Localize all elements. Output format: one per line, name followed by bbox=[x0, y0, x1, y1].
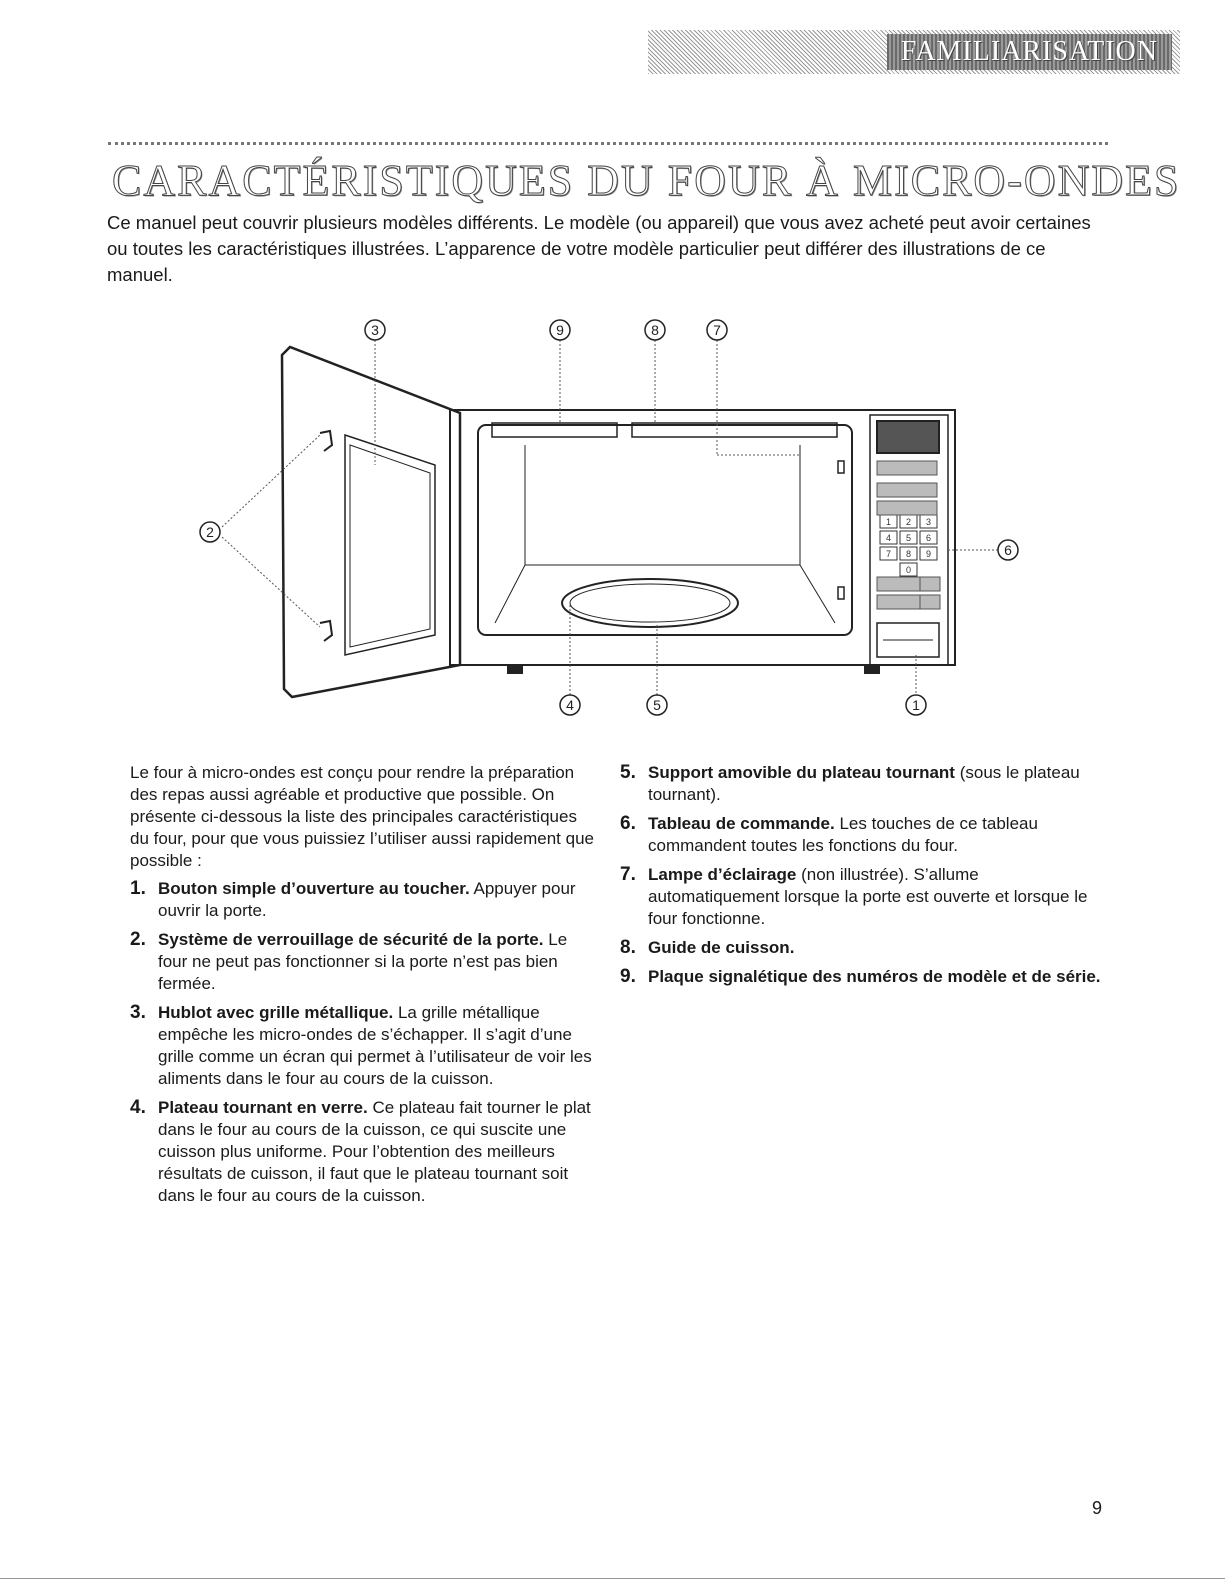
svg-text:7: 7 bbox=[713, 322, 721, 338]
title-rule bbox=[108, 142, 1108, 149]
keypad-key-label: 7 bbox=[885, 549, 892, 559]
svg-text:1: 1 bbox=[912, 697, 920, 713]
page-number: 9 bbox=[1092, 1498, 1103, 1518]
item-title: Support amovible du plateau tournant bbox=[648, 763, 955, 782]
item-title: Plateau tournant en verre. bbox=[158, 1098, 368, 1117]
item-text: (sous le plateau tournant). bbox=[648, 763, 1080, 804]
item-title: Guide de cuisson. bbox=[648, 938, 795, 957]
item-title: Hublot avec grille métallique. bbox=[158, 1003, 394, 1022]
svg-text:2: 2 bbox=[206, 524, 214, 540]
svg-text:9: 9 bbox=[556, 322, 564, 338]
svg-text:8: 8 bbox=[651, 322, 659, 338]
bottom-rule bbox=[0, 1578, 1225, 1579]
function-key-block bbox=[920, 595, 940, 609]
function-key-block bbox=[877, 461, 937, 475]
item-number: 8. bbox=[620, 937, 636, 958]
list-item bbox=[620, 813, 1110, 857]
item-text: Les touches de ce tableau commandent toutes les fonctions du four. bbox=[648, 814, 1038, 855]
svg-text:4: 4 bbox=[566, 697, 574, 713]
open-door bbox=[282, 347, 460, 697]
callout-6 bbox=[998, 540, 1018, 560]
callout-5 bbox=[647, 695, 667, 715]
callout-4 bbox=[560, 695, 580, 715]
function-key-block bbox=[877, 483, 937, 497]
item-number: 1. bbox=[130, 878, 146, 899]
callout-2 bbox=[200, 522, 220, 542]
right-column bbox=[620, 762, 1110, 995]
svg-text:6: 6 bbox=[1004, 542, 1012, 558]
display-window bbox=[877, 421, 939, 453]
keypad-key-label: 5 bbox=[905, 533, 912, 543]
list-item bbox=[620, 864, 1110, 930]
section-header-band bbox=[648, 30, 1180, 74]
list-item bbox=[620, 762, 1110, 806]
lead-paragraph: Le four à micro-ondes est conçu pour rendre la préparation des repas aussi agréable et productive que possible. On présente ci-dessous la liste des principales caractéristiques du four, pour que vous puissiez l’utiliser aussi rapidement que possible : bbox=[130, 763, 594, 870]
svg-text:5: 5 bbox=[653, 697, 661, 713]
keypad-key-label: 2 bbox=[905, 517, 912, 527]
item-text: Ce plateau fait tourner le plat dans le four au cours de la cuisson, ce qui suscite une cuisson plus uniforme. Pour l’obtention des meilleurs résultats de cuisson, il faut que le plateau tournant soit dans le four au cours de la cuisson. bbox=[158, 1098, 591, 1205]
item-text: Appuyer pour ouvrir la porte. bbox=[158, 879, 576, 920]
item-number: 5. bbox=[620, 762, 636, 783]
item-title: Lampe d’éclairage bbox=[648, 865, 797, 884]
item-number: 7. bbox=[620, 864, 636, 885]
list-item bbox=[620, 966, 1110, 988]
keypad-key-label: 0 bbox=[905, 565, 912, 575]
keypad-key-label: 4 bbox=[885, 533, 892, 543]
microwave-diagram bbox=[180, 305, 1040, 725]
list-item bbox=[130, 878, 600, 922]
keypad-key-label: 8 bbox=[905, 549, 912, 559]
page-title: CARACTÉRISTIQUES DU FOUR À MICRO-ONDES bbox=[112, 156, 1181, 205]
list-item bbox=[130, 929, 600, 995]
intro-paragraph: Ce manuel peut couvrir plusieurs modèles différents. Le modèle (ou appareil) que vous avez acheté peut avoir certaines ou toutes les caractéristiques illustrées. L’apparence de votre modèle particulier peut différer des illustrations de ce manuel. bbox=[107, 212, 1091, 285]
keypad-key-label: 6 bbox=[925, 533, 932, 543]
list-item bbox=[130, 1097, 600, 1207]
item-number: 4. bbox=[130, 1097, 146, 1118]
item-number: 2. bbox=[130, 929, 146, 950]
callout-9 bbox=[550, 320, 570, 340]
oven-cavity bbox=[478, 425, 852, 635]
callout-1 bbox=[906, 695, 926, 715]
item-number: 9. bbox=[620, 966, 636, 987]
item-text: La grille métallique empêche les micro-ondes de s’échapper. Il s’agit d’une grille comme un écran qui permet à l’utilisateur de voir les aliments dans le four au cours de la cuisson. bbox=[158, 1003, 592, 1088]
item-number: 6. bbox=[620, 813, 636, 834]
function-key-block bbox=[920, 577, 940, 591]
svg-text:3: 3 bbox=[371, 322, 379, 338]
item-title: Système de verrouillage de sécurité de la porte. bbox=[158, 930, 544, 949]
callout-7 bbox=[707, 320, 727, 340]
section-tab: FAMILIARISATION bbox=[887, 34, 1172, 70]
keypad-key-label: 1 bbox=[885, 517, 892, 527]
item-title: Bouton simple d’ouverture au toucher. bbox=[158, 879, 470, 898]
list-item bbox=[620, 937, 1110, 959]
callout-8 bbox=[645, 320, 665, 340]
item-title: Plaque signalétique des numéros de modèle et de série. bbox=[648, 967, 1101, 986]
function-key-block bbox=[877, 501, 937, 515]
keypad-key-label: 3 bbox=[925, 517, 932, 527]
glass-turntable bbox=[562, 579, 738, 627]
callout-3 bbox=[365, 320, 385, 340]
item-text: (non illustrée). S’allume automatiquement lorsque la porte est ouverte et lorsque le four fonctionne. bbox=[648, 865, 1088, 928]
item-number: 3. bbox=[130, 1002, 146, 1023]
list-item bbox=[130, 1002, 600, 1090]
item-text: Le four ne peut pas fonctionner si la porte n’est pas bien fermée. bbox=[158, 930, 568, 993]
keypad bbox=[877, 461, 940, 609]
left-column bbox=[130, 762, 600, 1214]
item-title: Tableau de commande. bbox=[648, 814, 835, 833]
keypad-key-label: 9 bbox=[925, 549, 932, 559]
